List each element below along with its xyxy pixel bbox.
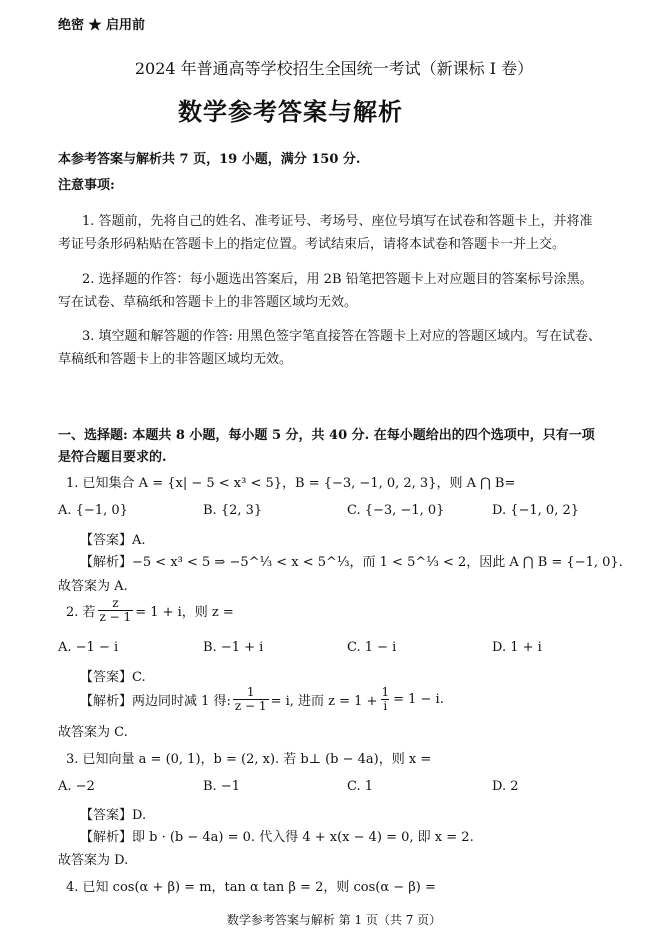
q2-fraction-denominator: z − 1 [99,609,132,624]
q2-analysis-fraction-2 [379,686,391,712]
q1-option-c: C. {−3, −1, 0} [347,503,445,518]
q2-option-c: C. 1 − i [347,640,397,655]
q2-option-a: A. −1 − i [58,640,119,655]
q1-option-b: B. {2, 3} [203,503,263,518]
question-4-stem: 4. 已知 cos(α + β) = m，tan α tan β = 2，则 cos(α − β) = [66,880,436,895]
note-1-line1: 1. 答题前，先将自己的姓名、准考证号、考场号、座位号填写在试卷和答题卡上，并将准 [82,214,593,229]
q2-stem-prefix: 2. 若 [66,604,96,620]
note-3-line2: 草稿纸和答题卡上的非答题区域均无效。 [58,352,293,367]
document-title: 数学参考答案与解析 [178,97,403,126]
question-3-stem: 3. 已知向量 a = (0, 1)，b = (2, x). 若 b⊥ (b − 4a)，则 x = [66,752,432,767]
q2-analysis-frac2-numerator: 1 [381,685,390,699]
q1-option-d: D. {−1, 0, 2} [492,503,580,518]
q2-analysis [80,686,444,712]
q1-answer: 【答案】A. [80,533,146,548]
question-1-stem: 1. 已知集合 A = {x| − 5 < x³ < 5}，B = {−3, −1, 0, 2, 3}，则 A ⋂ B= [66,476,516,491]
q2-fraction-numerator: z [112,596,119,610]
q1-analysis: 【解析】−5 < x³ < 5 ⇒ −5^⅓ < x < 5^⅓，而 1 < 5^⅓ < 2，因此 A ⋂ B = {−1, 0}. [80,555,623,570]
note-3-line1: 3. 填空题和解答题的作答: 用黑色签字笔直接答在答题卡上对应的答题区域内。写在试卷、 [82,329,602,344]
q2-stem-fraction [98,597,134,623]
q3-answer: 【答案】D. [80,808,147,823]
q2-analysis-frac2-denominator: i [383,698,388,713]
q3-analysis: 【解析】即 b · (b − 4a) = 0. 代入得 4 + x(x − 4) = 0, 即 x = 2. [80,830,474,845]
q2-analysis-prefix: 【解析】两边同时减 1 得: [80,693,231,709]
q3-conclusion: 故答案为 D. [58,853,129,868]
q2-analysis-fraction-1 [233,686,269,712]
q2-conclusion: 故答案为 C. [58,725,128,740]
q2-analysis-frac1-numerator: 1 [246,685,255,699]
page-footer: 数学参考答案与解析 第 1 页（共 7 页） [226,913,442,927]
note-1-line2: 考证号条形码粘贴在答题卡上的指定位置。考试结束后，请将本试卷和答题卡一并上交。 [58,237,566,252]
q1-conclusion: 故答案为 A. [58,579,128,594]
notice-heading: 注意事项: [58,178,115,193]
q2-analysis-mid: = i, 进而 z = 1 + [270,693,378,709]
q2-option-d: D. 1 + i [492,640,542,655]
q3-option-c: C. 1 [347,779,374,794]
confidential-label: 绝密 ★ 启用前 [58,18,146,33]
q3-option-d: D. 2 [492,779,519,794]
q2-analysis-frac1-denominator: z − 1 [234,698,267,713]
exam-title: 2024 年普通高等学校招生全国统一考试（新课标 I 卷） [134,59,534,78]
q2-option-b: B. −1 + i [203,640,264,655]
q3-option-b: B. −1 [203,779,240,794]
q2-analysis-suffix: = 1 − i. [393,691,444,707]
question-2-stem [66,597,234,623]
q3-option-a: A. −2 [58,779,95,794]
section-heading-line1: 一、选择题: 本题共 8 小题，每小题 5 分，共 40 分. 在每小题给出的四个选项中，只有一项 [58,428,595,443]
section-heading-line2: 是符合题目要求的. [58,450,167,465]
note-2-line2: 写在试卷、草稿纸和答题卡上的非答题区域均无效。 [58,295,358,310]
summary-line: 本参考答案与解析共 7 页，19 小题，满分 150 分. [58,152,361,167]
q1-option-a: A. {−1, 0} [58,503,128,518]
q2-stem-suffix: = 1 + i，则 z = [135,604,234,620]
q2-answer: 【答案】C. [80,670,146,685]
note-2-line1: 2. 选择题的作答：每小题选出答案后，用 2B 铅笔把答题卡上对应题目的答案标号涂黑。 [82,272,593,287]
